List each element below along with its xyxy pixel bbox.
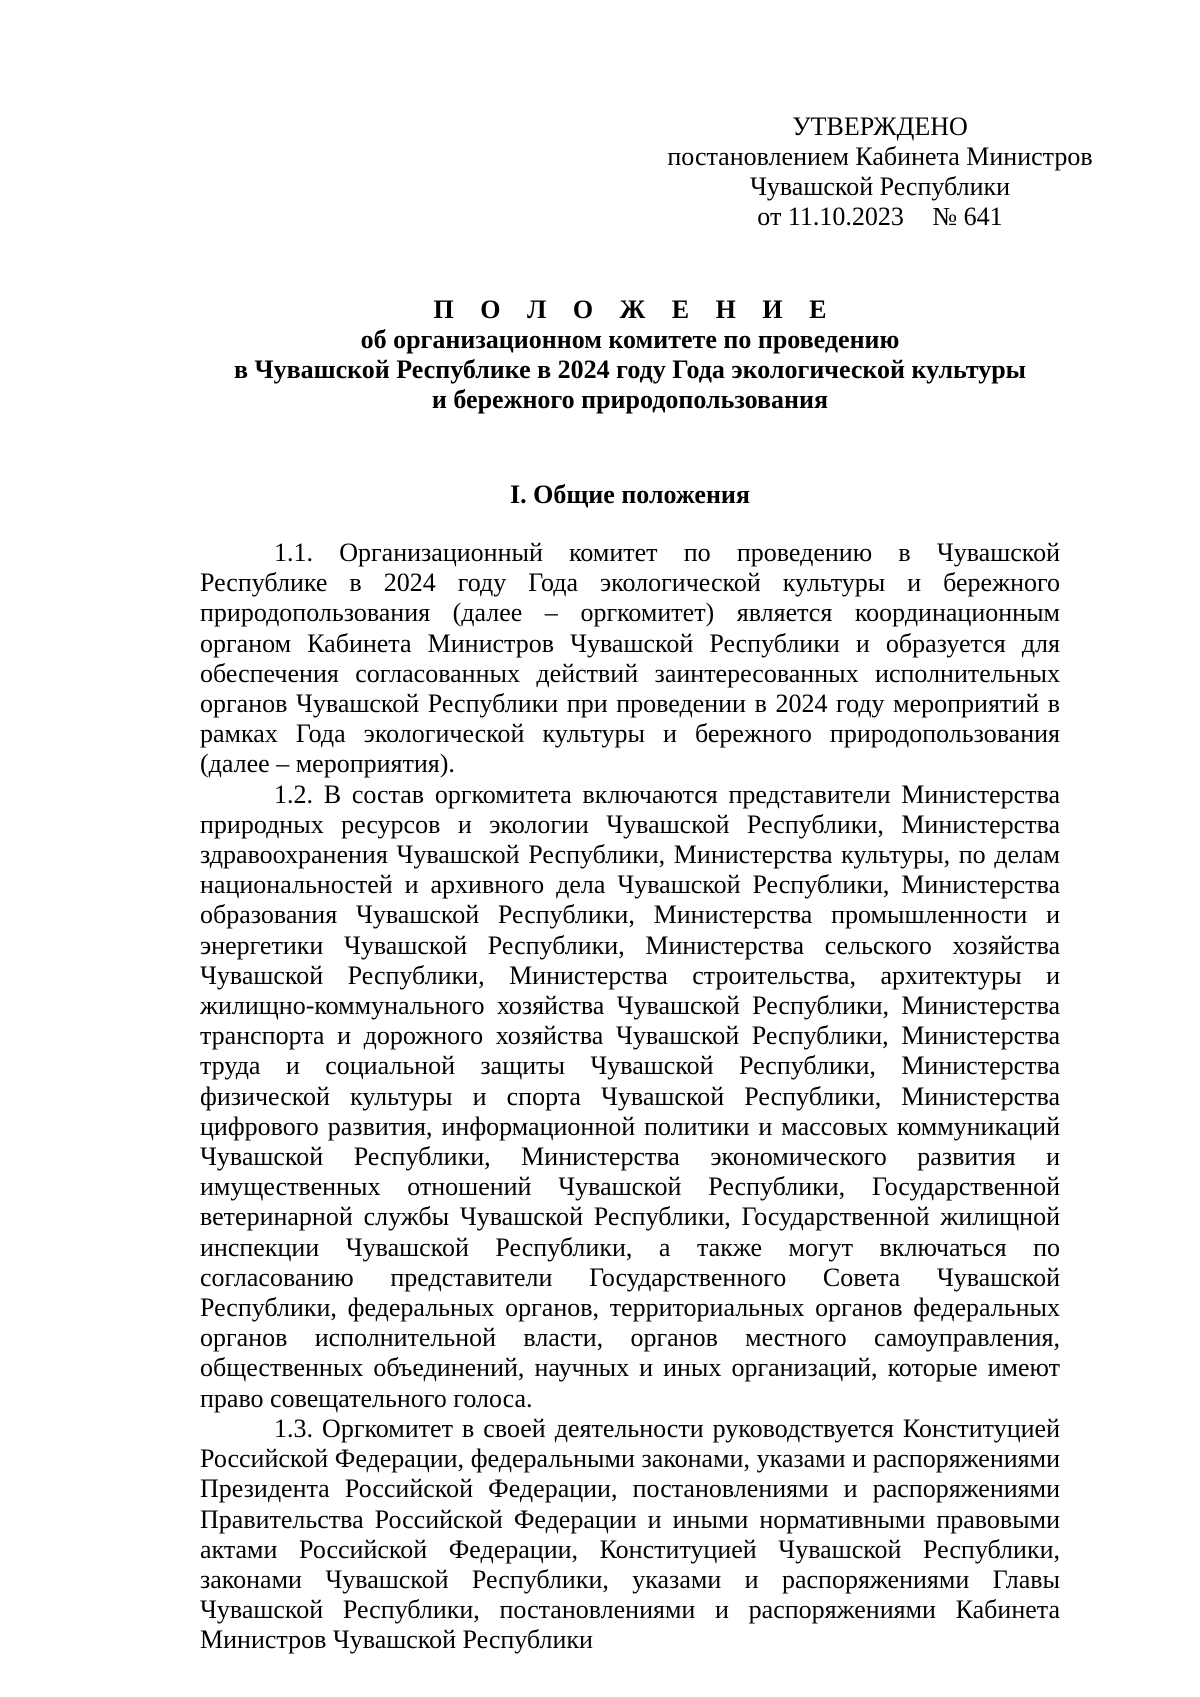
approval-date-prefix: от bbox=[757, 202, 782, 231]
approval-line: Чувашской Республики bbox=[749, 172, 1011, 201]
paragraph-1-1: 1.1. Организационный комитет по проведению в Чувашской Республике в 2024 году Года экологической культуры и бережного природопользования (далее – оргкомитет) является координационным органом Кабинета Министров Чувашской Республики и образуется для обеспечения согласованных действий заинтересованных исполнительных органов Чувашской Республики при проведении в 2024 году мероприятий в рамках Года экологической культуры и бережного природопользования (далее – мероприятия). bbox=[200, 538, 1060, 779]
document-subtitle-line: и бережного природопользования bbox=[431, 385, 829, 414]
document-title: П О Л О Ж Е Н И Е bbox=[433, 295, 837, 324]
document-subtitle-line: об организационном комитете по проведению bbox=[360, 325, 900, 354]
approval-date-line bbox=[640, 202, 1120, 232]
paragraph-1-3: 1.3. Оргкомитет в своей деятельности руководствуется Конституцией Российской Федерации, федеральными законами, указами и распоряжениями Президента Российской Федерации, постановлениями и распоряжениями Правительства Российской Федерации и иными нормативными правовыми актами Российской Федерации, Конституцией Чувашской Республики, законами Чувашской Республики, указами и распоряжениями Главы Чувашской Республики, постановлениями и распоряжениями Кабинета Министров Чувашской Республики bbox=[200, 1413, 1060, 1655]
approval-line: постановлением Кабинета Министров bbox=[667, 142, 1093, 171]
paragraph-1-2: 1.2. В состав оргкомитета включаются представители Министерства природных ресурсов и экологии Чувашской Республики, Министерства здравоохранения Чувашской Республики, Министерства культуры, по делам национальностей и архивного дела Чувашской Республики, Министерства образования Чувашской Республики, Министерства промышленности и энергетики Чувашской Республики, Министерства сельского хозяйства Чувашской Республики, Министерства строительства, архитектуры и жилищно-коммунального хозяйства Чувашской Республики, Министерства транспорта и дорожного хозяйства Чувашской Республики, Министерства труда и социальной защиты Чувашской Республики, Министерства физической культуры и спорта Чувашской Республики, Министерства цифрового развития, информационной политики и массовых коммуникаций Чувашской Республики, Министерства экономического развития и имущественных отношений Чувашской Республики, Государственной ветеринарной службы Чувашской Республики, Государственной жилищной инспекции Чувашской Республики, а также могут включаться по согласованию представители Государственного Совета Чувашской Республики, федеральных органов, территориальных органов федеральных органов исполнительной власти, органов местного самоуправления, общественных объединений, научных и иных организаций, которые имеют право совещательного голоса. bbox=[200, 779, 1060, 1413]
approval-heading: УТВЕРЖДЕНО bbox=[792, 112, 968, 141]
section-heading: I. Общие положения bbox=[510, 480, 750, 509]
document-title-block bbox=[200, 295, 1060, 415]
approval-stamp bbox=[640, 112, 1120, 232]
document-body bbox=[200, 538, 1060, 1656]
document-subtitle-line: в Чувашской Республике в 2024 году Года экологической культуры bbox=[234, 355, 1026, 384]
approval-number: № 641 bbox=[932, 202, 1003, 231]
approval-date: 11.10.2023 bbox=[787, 202, 904, 231]
